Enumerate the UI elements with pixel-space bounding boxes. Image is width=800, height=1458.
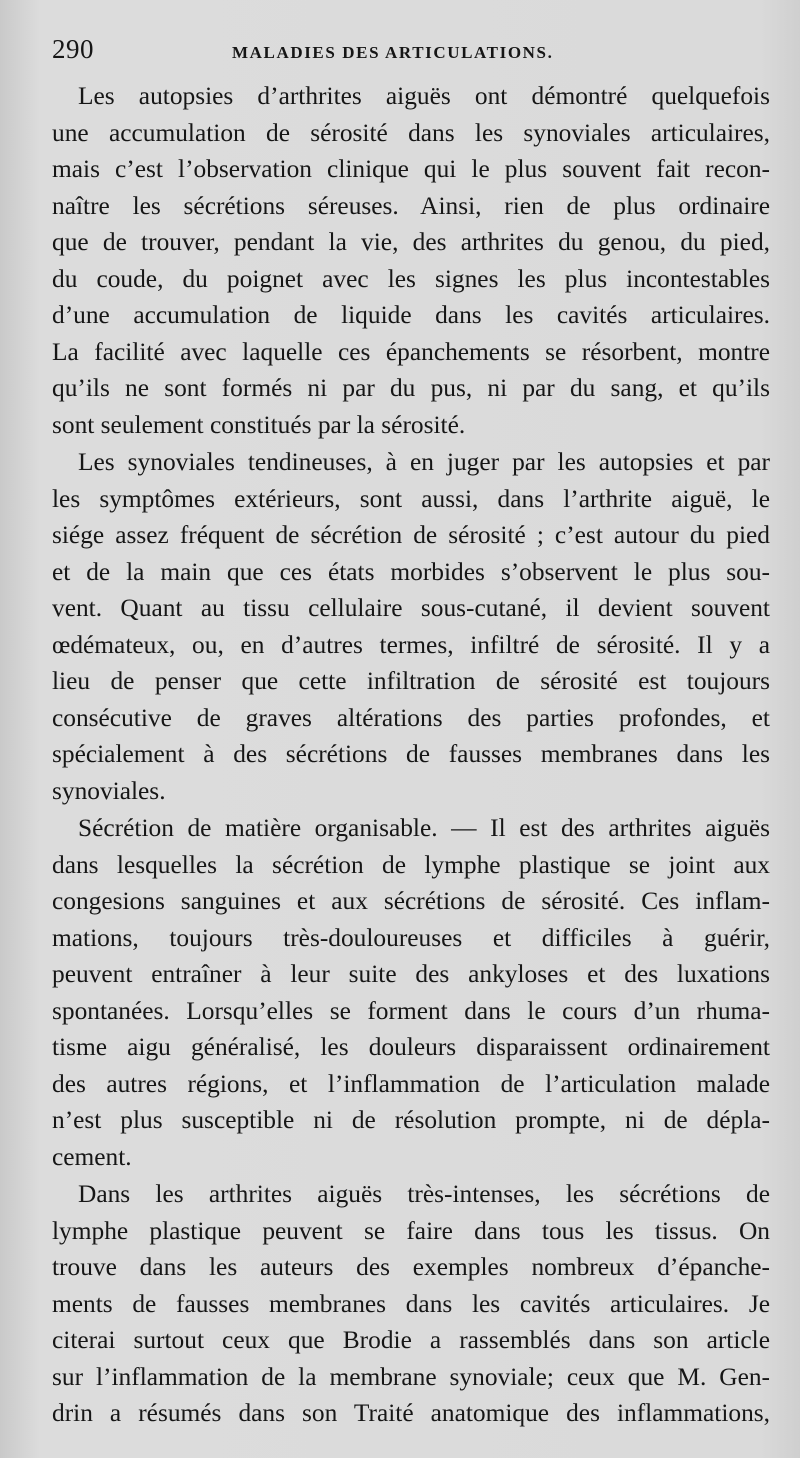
text-line: consécutive de graves altérations des parties profondes, et bbox=[52, 703, 770, 732]
text-line: peuvent entraîner à leur suite des ankyloses et des luxations bbox=[52, 960, 770, 988]
text-line: trouve dans les auteurs des exemples nombreux d’épanche- bbox=[52, 1253, 770, 1281]
text-line: œdémateux, ou, en d’autres termes, infiltré de sérosité. Il y a bbox=[52, 630, 770, 659]
running-title: MALADIES DES ARTICULATIONS. bbox=[232, 43, 554, 62]
text-line: mations, toujours très-douloureuses et difficiles à guérir, bbox=[52, 923, 770, 952]
text-line: lymphe plastique peuvent se faire dans tous les tissus. On bbox=[52, 1216, 770, 1245]
text-line: une accumulation de sérosité dans les synoviales articulaires, bbox=[52, 118, 770, 147]
text-line: drin a résumés dans son Traité anatomique des inflammations, bbox=[52, 1399, 770, 1427]
text-line: Les synoviales tendineuses, à en juger par les autopsies et par bbox=[78, 448, 770, 476]
text-line: et de la main que ces états morbides s’observent le plus sou- bbox=[52, 557, 770, 586]
text-line: La facilité avec laquelle ces épanchements se résorbent, montre bbox=[52, 337, 770, 366]
text-line: n’est plus susceptible ni de résolution prompte, ni de dépla- bbox=[52, 1106, 770, 1134]
text-line: sur l’inflammation de la membrane synoviale; ceux que M. Gen- bbox=[52, 1362, 770, 1391]
text-line: spontanées. Lorsqu’elles se forment dans le cours d’un rhuma- bbox=[52, 996, 770, 1025]
text-line: mais c’est l’observation clinique qui le plus souvent fait recon- bbox=[52, 155, 770, 183]
paragraph-4 bbox=[52, 1176, 770, 1432]
text-line: que de trouver, pendant la vie, des arthrites du genou, du pied, bbox=[52, 228, 770, 256]
text-line: spécialement à des sécrétions de fausses membranes dans les bbox=[52, 740, 770, 768]
text-line: naître les sécrétions séreuses. Ainsi, rien de plus ordinaire bbox=[52, 191, 770, 220]
paragraph-2 bbox=[52, 444, 770, 809]
running-head bbox=[52, 34, 770, 74]
text-line: des autres régions, et l’inflammation de l’articulation malade bbox=[52, 1069, 770, 1098]
paragraph-3 bbox=[52, 810, 770, 1175]
text-line: les symptômes extérieurs, sont aussi, dans l’arthrite aiguë, le bbox=[52, 484, 770, 513]
text-line: citerai surtout ceux que Brodie a rassemblés dans son article bbox=[52, 1326, 770, 1354]
body-text bbox=[52, 78, 770, 1432]
text-line: tisme aigu généralisé, les douleurs disparaissent ordinairement bbox=[52, 1033, 770, 1061]
text-line: congesions sanguines et aux sécrétions de sérosité. Ces inflam- bbox=[52, 887, 770, 915]
text-line: sont seulement constitués par la sérosité. bbox=[52, 410, 466, 439]
paragraph-1 bbox=[52, 78, 770, 443]
text-line: siége assez fréquent de sécrétion de sérosité ; c’est autour du pied bbox=[52, 521, 770, 549]
text-line: dans lesquelles la sécrétion de lymphe plastique se joint aux bbox=[52, 850, 770, 879]
text-line: synoviales. bbox=[52, 776, 166, 805]
text-line: qu’ils ne sont formés ni par du pus, ni par du sang, et qu’ils bbox=[52, 374, 770, 402]
text-line: Les autopsies d’arthrites aiguës ont démontré quelquefois bbox=[78, 82, 770, 110]
text-line: ments de fausses membranes dans les cavités articulaires. Je bbox=[52, 1289, 770, 1318]
text-line: cement. bbox=[52, 1142, 132, 1171]
text-line: du coude, du poignet avec les signes les plus incontestables bbox=[52, 264, 770, 293]
page-number: 290 bbox=[52, 34, 94, 64]
section-heading-line: Sécrétion de matière organisable. — Il est des arthrites aiguës bbox=[78, 814, 770, 842]
text-line: lieu de penser que cette infiltration de sérosité est toujours bbox=[52, 667, 770, 695]
text-line: vent. Quant au tissu cellulaire sous-cutané, il devient souvent bbox=[52, 594, 770, 622]
text-line: d’une accumulation de liquide dans les cavités articulaires. bbox=[52, 301, 770, 329]
text-line: Dans les arthrites aiguës très-intenses, les sécrétions de bbox=[78, 1180, 770, 1208]
